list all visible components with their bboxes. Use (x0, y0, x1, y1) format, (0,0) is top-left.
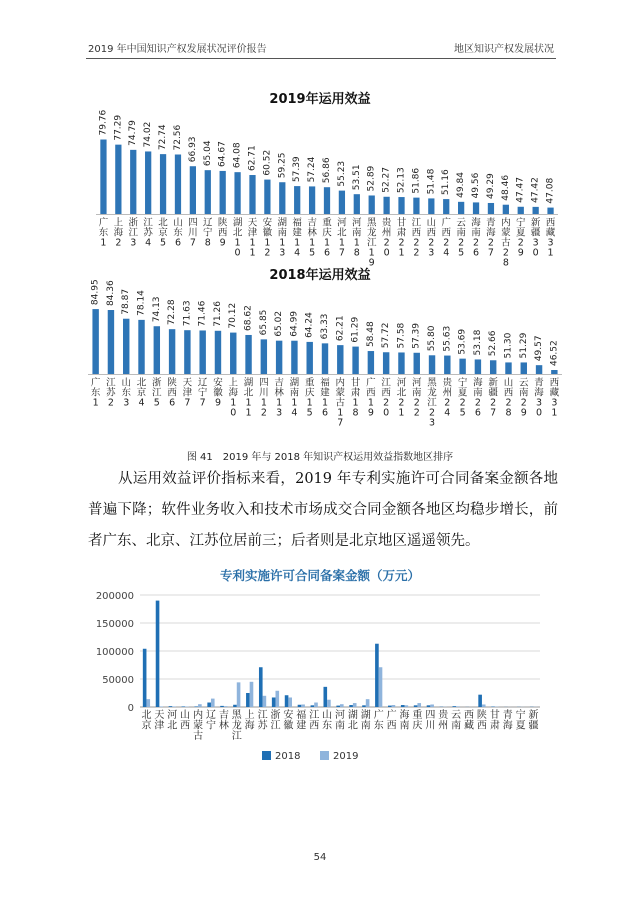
category-label: 云南 (451, 710, 462, 732)
category-label: 辽宁 8 (203, 217, 213, 249)
data-label: 84.36 (105, 280, 116, 307)
category-label: 福建 1 6 (320, 377, 330, 419)
category-label: 安徽 1 2 (262, 217, 273, 259)
category-label: 宁夏 (515, 710, 526, 732)
data-label: 64.08 (232, 142, 243, 169)
legend-swatch (262, 751, 271, 760)
bar (392, 705, 396, 707)
category-label: 上海 1 0 (228, 377, 239, 419)
category-label: 上海 2 (113, 217, 124, 249)
category-label: 重庆 1 5 (304, 377, 315, 419)
bar (336, 706, 340, 707)
data-label: 59.25 (277, 152, 288, 179)
category-label: 江苏 (257, 710, 268, 732)
bar (405, 705, 409, 707)
category-label: 福建 1 4 (292, 217, 302, 259)
category-label: 西藏 3 1 (549, 377, 560, 419)
data-label: 51.30 (503, 332, 514, 359)
category-label: 宁夏 2 5 (457, 377, 468, 419)
data-label: 79.76 (98, 109, 109, 136)
category-label: 山西 (180, 710, 191, 732)
category-label: 北京 5 (158, 217, 168, 249)
data-label: 58.48 (365, 321, 376, 348)
category-label: 北京 4 (136, 377, 147, 409)
bar (327, 700, 331, 707)
data-label: 52.13 (396, 167, 407, 194)
data-label: 53.18 (472, 329, 483, 356)
data-label: 74.79 (128, 120, 139, 146)
bar (482, 704, 486, 707)
data-label: 53.69 (457, 328, 468, 355)
category-label: 湖北 1 1 (243, 377, 254, 419)
data-label: 64.67 (217, 141, 228, 167)
category-label: 重庆 1 6 (322, 217, 332, 259)
category-label: 安徽 (283, 710, 294, 732)
bar (430, 704, 434, 707)
category-label: 海南 2 6 (471, 217, 481, 259)
data-label: 74.02 (143, 121, 154, 148)
category-label: 内蒙古 1 7 (335, 377, 346, 429)
category-label: 广东 (373, 710, 384, 732)
category-label: 吉林 (218, 710, 229, 732)
bar (198, 704, 202, 707)
bar (169, 706, 173, 707)
category-label: 上海 (244, 710, 255, 732)
data-label: 62.21 (335, 315, 346, 342)
bar (349, 705, 353, 707)
category-label: 辽宁 7 (197, 377, 208, 409)
category-label: 河南 (335, 710, 345, 732)
legend-label: 2019 (333, 751, 359, 762)
category-label: 贵州 2 4 (442, 377, 453, 419)
y-tick-label: 200000 (95, 591, 134, 602)
data-label: 51.29 (518, 332, 529, 359)
data-label: 46.52 (549, 340, 560, 367)
category-label: 甘肃 1 8 (350, 377, 361, 419)
bar (388, 706, 392, 707)
category-label: 黑龙江 1 9 (366, 217, 377, 269)
bar (246, 693, 250, 707)
bar (298, 705, 302, 707)
chart-title-2018: 2018年运用效益 (269, 268, 371, 283)
category-label: 山东 6 (173, 217, 183, 249)
category-label: 陕西 (476, 710, 487, 732)
data-label: 70.12 (228, 302, 239, 329)
bar (263, 696, 267, 707)
category-label: 浙江 (270, 710, 281, 732)
bar (172, 706, 176, 707)
page-number: 54 (313, 852, 327, 863)
bar (250, 682, 254, 707)
data-label: 55.23 (336, 160, 347, 187)
data-label: 55.63 (442, 325, 453, 352)
bar (362, 705, 366, 707)
bar (182, 706, 186, 707)
category-label: 河北 (167, 710, 178, 732)
data-label: 72.28 (167, 299, 178, 326)
y-tick-label: 100000 (95, 647, 134, 658)
data-label: 57.72 (381, 322, 392, 349)
data-label: 57.39 (292, 156, 303, 183)
category-label: 辽宁 (205, 710, 216, 732)
data-label: 56.86 (322, 157, 332, 184)
data-label: 64.24 (304, 312, 315, 338)
data-label: 47.47 (515, 177, 526, 203)
data-label: 63.33 (320, 313, 330, 340)
data-label: 52.27 (381, 167, 392, 193)
data-label: 51.86 (411, 167, 422, 194)
category-label: 广西 (386, 710, 397, 732)
category-label: 海南 (399, 710, 410, 732)
data-label: 71.63 (182, 300, 193, 327)
bar (456, 706, 460, 707)
data-label: 53.51 (351, 164, 362, 191)
data-label: 48.46 (500, 174, 511, 201)
category-label: 黑龙江 2 3 (427, 377, 437, 429)
category-label: 青海 (502, 710, 513, 732)
chart-title-2019: 2019年运用效益 (269, 92, 371, 107)
category-label: 云南 2 9 (519, 377, 529, 419)
bar (301, 704, 305, 707)
bar (478, 695, 482, 707)
category-label: 河南 2 2 (411, 377, 422, 419)
bar (259, 667, 263, 707)
category-label: 湖南 1 4 (289, 377, 300, 419)
data-label: 51.48 (426, 168, 437, 195)
category-label: 湖北 (347, 710, 358, 732)
data-label: 84.95 (90, 279, 101, 306)
data-label: 71.26 (212, 301, 223, 327)
running-header-right: 地区知识产权发展状况 (454, 44, 554, 55)
bar (340, 704, 344, 707)
category-label: 河南 1 8 (352, 217, 362, 259)
data-label: 49.57 (534, 335, 545, 362)
category-label: 江西 2 0 (381, 377, 391, 419)
category-label: 山西 2 3 (426, 217, 437, 259)
patent-license-chart-title: 专利实施许可合同备案金额（万元） (219, 568, 420, 583)
bar (211, 699, 215, 707)
category-label: 四川 7 (188, 217, 198, 249)
bar (194, 706, 198, 707)
bar (375, 644, 379, 707)
bar (143, 649, 147, 707)
bar (275, 691, 279, 707)
data-label: 52.89 (366, 165, 377, 192)
running-header-left: 2019 年中国知识产权发展状况评价报告 (88, 44, 267, 55)
bar (285, 695, 289, 707)
bar (272, 697, 276, 707)
category-label: 黑龙江 (231, 710, 242, 742)
category-label: 湖南 (360, 710, 371, 732)
category-label: 山东 3 (121, 377, 131, 409)
bar (323, 687, 327, 707)
data-label: 60.52 (262, 149, 273, 176)
category-label: 湖南 1 3 (277, 217, 288, 259)
category-label: 北京 (141, 710, 152, 732)
category-label: 江西 (309, 710, 320, 732)
bar (156, 601, 160, 707)
bar (414, 705, 418, 707)
bar (366, 699, 370, 707)
bar (224, 706, 228, 707)
category-label: 江西 2 2 (411, 217, 422, 259)
category-label: 广西 2 4 (441, 217, 451, 259)
data-label: 55.80 (427, 325, 438, 352)
bar (237, 682, 241, 707)
category-label: 贵州 2 0 (381, 217, 392, 259)
bar (220, 706, 224, 707)
category-label: 河北 1 7 (337, 217, 347, 259)
data-label: 62.71 (247, 145, 258, 172)
data-label: 78.14 (136, 290, 147, 316)
category-label: 天津 (154, 710, 165, 732)
category-label: 内蒙古 2 8 (501, 217, 511, 269)
data-label: 49.56 (471, 172, 482, 199)
category-label: 内蒙古 (193, 710, 204, 742)
category-label: 四川 1 2 (259, 377, 269, 419)
data-label: 78.87 (121, 288, 132, 315)
data-label: 61.29 (350, 316, 361, 343)
data-label: 57.58 (396, 322, 407, 349)
category-label: 广西 1 9 (366, 377, 376, 419)
category-label: 甘肃 2 1 (396, 217, 407, 259)
category-label: 西藏 (464, 710, 475, 732)
category-label: 浙江 3 (128, 217, 139, 249)
category-label: 浙江 5 (152, 377, 162, 409)
category-label: 天津 1 1 (247, 217, 258, 259)
legend-swatch (320, 751, 329, 760)
category-label: 新疆 (528, 710, 539, 732)
category-label: 宁夏 2 9 (515, 217, 526, 259)
data-label: 65.02 (274, 310, 285, 337)
bar (233, 705, 237, 707)
category-label: 云南 2 5 (456, 217, 466, 259)
legend-label: 2018 (275, 751, 301, 762)
category-label: 山西 2 8 (503, 377, 514, 419)
data-label: 49.84 (456, 172, 467, 198)
data-label: 72.74 (158, 124, 169, 151)
category-label: 河北 2 1 (396, 377, 407, 419)
category-label: 安徽 9 (213, 377, 223, 409)
data-label: 64.99 (289, 310, 300, 337)
category-label: 新疆 2 7 (488, 377, 498, 419)
data-label: 52.66 (488, 330, 499, 357)
data-label: 51.16 (441, 169, 452, 196)
bar (353, 703, 357, 707)
bar (146, 699, 150, 707)
bar (453, 706, 457, 707)
category-label: 山东 (322, 710, 333, 732)
bar (159, 706, 163, 707)
category-label: 西藏 3 1 (545, 217, 556, 259)
category-label: 青海 3 0 (534, 377, 544, 419)
category-label: 天津 7 (182, 377, 193, 409)
category-label: 重庆 (412, 710, 423, 732)
bar (314, 703, 318, 707)
category-label: 青海 2 7 (486, 217, 496, 259)
paragraph-text: 从运用效益评价指标来看，2019 年专利实施许可合同备案金额各地普遍下降；软件业务收入和技术市场成交合同金额各地区均稳步增长，前者广东、北京、江苏位居前三；后者则是北京地区遥遥领先。 (88, 471, 558, 549)
category-label: 贵州 (438, 710, 449, 732)
y-tick-label: 50000 (102, 675, 134, 686)
category-label: 陕西 9 (217, 217, 228, 249)
category-label: 甘肃 (489, 710, 500, 732)
category-label: 福建 (296, 710, 307, 732)
bar (401, 705, 405, 707)
category-label: 江苏 4 (143, 217, 153, 249)
data-label: 74.13 (151, 296, 162, 323)
category-label: 新疆 3 0 (530, 217, 541, 259)
data-label: 49.29 (485, 173, 496, 199)
bar (288, 697, 292, 707)
data-label: 65.04 (202, 140, 213, 167)
y-tick-label: 150000 (95, 619, 134, 630)
category-label: 陕西 6 (167, 377, 177, 409)
category-label: 广东 1 (90, 377, 101, 409)
category-label: 广东 1 (98, 217, 109, 249)
data-label: 72.56 (172, 124, 183, 151)
category-label: 江苏 2 (106, 377, 116, 409)
data-label: 47.08 (545, 177, 556, 204)
y-tick-label: 0 (127, 703, 134, 714)
bar (427, 705, 431, 707)
bar (207, 703, 211, 707)
data-label: 66.93 (187, 136, 198, 163)
bar (311, 705, 315, 707)
data-label: 65.85 (258, 309, 269, 336)
figure-caption: 图 41 2019 年与 2018 年知识产权运用效益指数地区排序 (186, 452, 454, 463)
category-label: 海南 2 6 (473, 377, 483, 419)
data-label: 57.24 (307, 156, 318, 183)
bar (417, 703, 421, 707)
category-label: 四川 (425, 710, 436, 732)
category-label: 吉林 1 5 (307, 217, 317, 259)
data-label: 77.29 (113, 114, 124, 141)
category-label: 吉林 1 3 (274, 377, 284, 419)
data-label: 71.46 (197, 300, 208, 327)
bar (379, 667, 383, 707)
data-label: 47.42 (530, 177, 541, 203)
data-label: 68.62 (243, 305, 254, 331)
data-label: 57.39 (411, 323, 422, 349)
category-label: 湖北 1 0 (232, 217, 243, 259)
